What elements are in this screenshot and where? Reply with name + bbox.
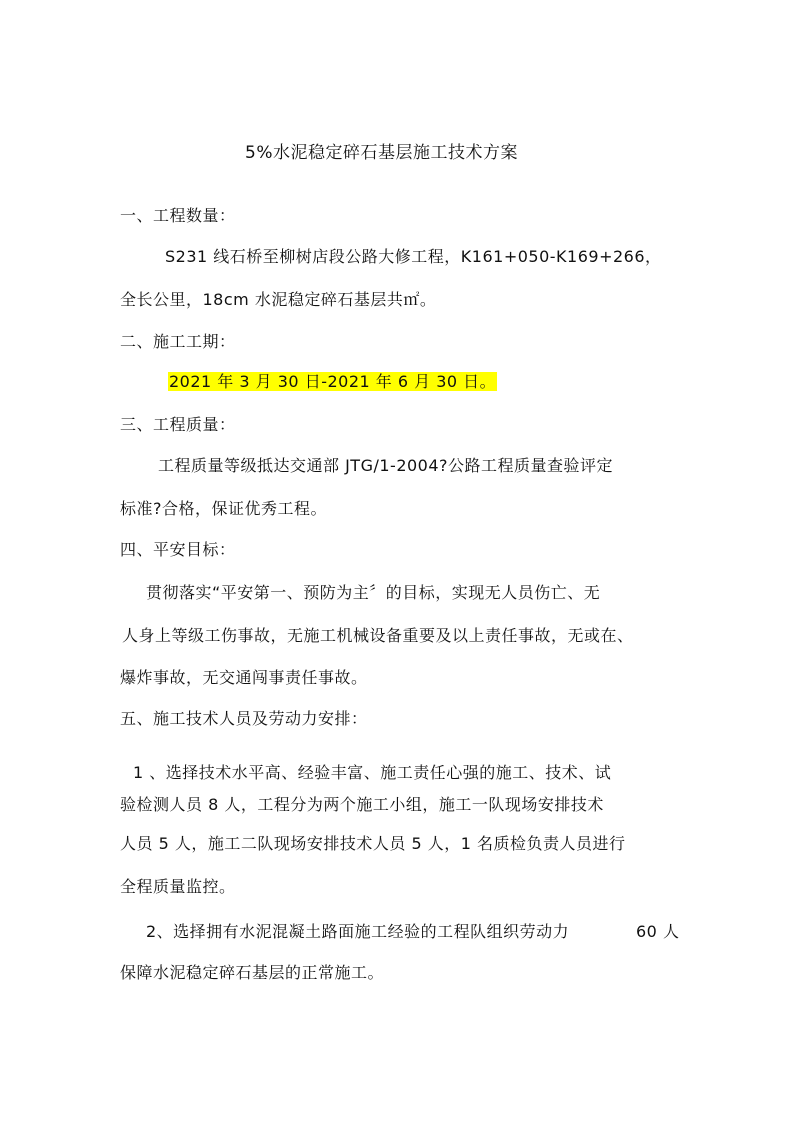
section-4-line-3: 爆炸事故，无交通闯事责任事故。 <box>120 668 368 687</box>
section-5-heading: 五、施工技术人员及劳动力安排： <box>120 709 368 728</box>
section-5-item-1-line-1: 1 、选择技术水平高、经验丰富、施工责任心强的施工、技术、试 <box>133 763 612 782</box>
section-2-heading: 二、施工工期： <box>120 332 236 351</box>
section-3-heading: 三、工程质量： <box>120 415 236 434</box>
section-5-item-1-line-2: 验检测人员 8 人，工程分为两个施工小组，施工一队现场安排技术 <box>120 795 604 814</box>
section-3-line-2: 标准?合格，保证优秀工程。 <box>120 499 327 518</box>
section-5-item-2-line-1: 2、选择拥有水泥混凝土路面施工经验的工程队组织劳动力 <box>146 922 570 941</box>
section-1-heading: 一、工程数量： <box>120 206 236 225</box>
section-4-line-2: 人身上等级工伤事故，无施工机械设备重要及以上责任事故，无或在、 <box>122 626 634 645</box>
section-1-line-1: S231 线石桥至柳树店段公路大修工程，K161+050-K169+266， <box>165 247 662 266</box>
document-title: 5%水泥稳定碎石基层施工技术方案 <box>245 143 518 163</box>
section-4-heading: 四、平安目标： <box>120 540 236 559</box>
section-5-item-1-line-4: 全程质量监控。 <box>120 877 236 896</box>
section-5-item-2-line-2: 保障水泥稳定碎石基层的正常施工。 <box>120 963 385 982</box>
section-5-item-1-line-3: 人员 5 人，施工二队现场安排技术人员 5 人，1 名质检负责人员进行 <box>120 834 626 853</box>
construction-period-highlight: 2021 年 3 月 30 日-2021 年 6 月 30 日。 <box>169 372 497 391</box>
construction-period <box>168 371 497 393</box>
section-5-item-2-labor-count: 60 人 <box>636 922 680 941</box>
section-3-line-1: 工程质量等级抵达交通部 JTG/1-2004?公路工程质量查验评定 <box>158 456 614 475</box>
section-4-line-1: 贯彻落实“平安第一、预防为主〞的目标，实现无人员伤亡、无 <box>146 583 601 602</box>
section-1-line-2: 全长公里，18cm 水泥稳定碎石基层共㎡。 <box>120 290 437 309</box>
